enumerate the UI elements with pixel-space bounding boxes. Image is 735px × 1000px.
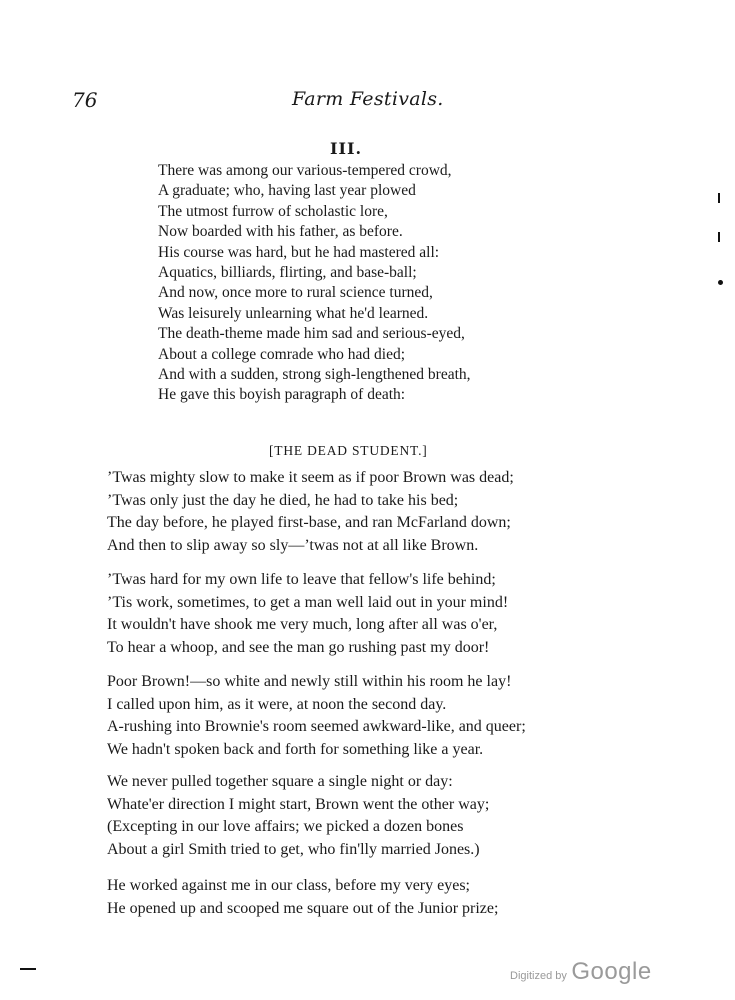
poem-stanza [107, 671, 526, 761]
section-number: III. [330, 139, 363, 158]
verse-line: I called upon him, as it were, at noon the second day. [107, 695, 447, 713]
verse-line: And now, once more to rural science turned, [158, 284, 433, 302]
poem-stanza [107, 467, 514, 557]
watermark-prefix: Digitized by [510, 970, 567, 982]
verse-line: Poor Brown!—so white and newly still within his room he lay! [107, 673, 512, 690]
verse-line: About a college comrade who had died; [158, 345, 406, 363]
page-number: 76 [72, 88, 98, 112]
verse-line: Whate'er direction I might start, Brown went the other way; [107, 795, 490, 813]
verse-line: About a girl Smith tried to get, who fin'lly married Jones.) [107, 840, 480, 858]
verse-line: ’Twas mighty slow to make it seem as if poor Brown was dead; [107, 469, 514, 486]
verse-line: There was among our various-tempered crowd, [158, 162, 452, 179]
verse-line: Now boarded with his father, as before. [158, 223, 403, 241]
verse-line: The death-theme made him sad and serious-eyed, [158, 325, 465, 343]
poem-stanza [107, 569, 508, 659]
verse-line: He gave this boyish paragraph of death: [158, 386, 406, 404]
poem-stanza [107, 771, 489, 861]
margin-mark [718, 193, 720, 203]
poem-stanza [107, 875, 498, 920]
verse-line: He opened up and scooped me square out of the Junior prize; [107, 899, 499, 917]
verse-line: The utmost furrow of scholastic lore, [158, 202, 388, 220]
margin-mark [20, 968, 36, 970]
verse-line: Was leisurely unlearning what he'd learned. [158, 304, 429, 322]
verse-line: Aquatics, billiards, flirting, and base-ball; [158, 264, 417, 282]
poem-title: [THE DEAD STUDENT.] [269, 443, 428, 458]
verse-line: A graduate; who, having last year plowed [158, 182, 416, 200]
margin-dot [718, 280, 723, 285]
verse-line: The day before, he played first-base, and ran McFarland down; [107, 514, 511, 531]
verse-line: We never pulled together square a single night or day: [107, 773, 453, 790]
digitized-watermark [510, 958, 652, 986]
verse-line: We hadn't spoken back and forth for something like a year. [107, 740, 484, 758]
verse-line: He worked against me in our class, before my very eyes; [107, 877, 470, 894]
verse-line: ’Twas only just the day he died, he had to take his bed; [107, 491, 459, 509]
margin-mark [718, 232, 720, 242]
running-title: Farm Festivals. [292, 88, 444, 110]
verse-line: To hear a whoop, and see the man go rushing past my door! [107, 638, 490, 656]
verse-line: And with a sudden, strong sigh-lengthened breath, [158, 366, 471, 384]
verse-line: ’Twas hard for my own life to leave that fellow's life behind; [107, 571, 496, 588]
google-logo: Google [571, 958, 652, 985]
verse-line: And then to slip away so sly—’twas not at all like Brown. [107, 536, 479, 554]
verse-line: A-rushing into Brownie's room seemed awkward-like, and queer; [107, 718, 526, 735]
verse-line: ’Tis work, sometimes, to get a man well laid out in your mind! [107, 593, 509, 611]
verse-line: (Excepting in our love affairs; we picked a dozen bones [107, 818, 464, 835]
intro-stanza [158, 161, 471, 406]
verse-line: His course was hard, but he had mastered all: [158, 243, 440, 261]
verse-line: It wouldn't have shook me very much, long after all was o'er, [107, 616, 498, 633]
